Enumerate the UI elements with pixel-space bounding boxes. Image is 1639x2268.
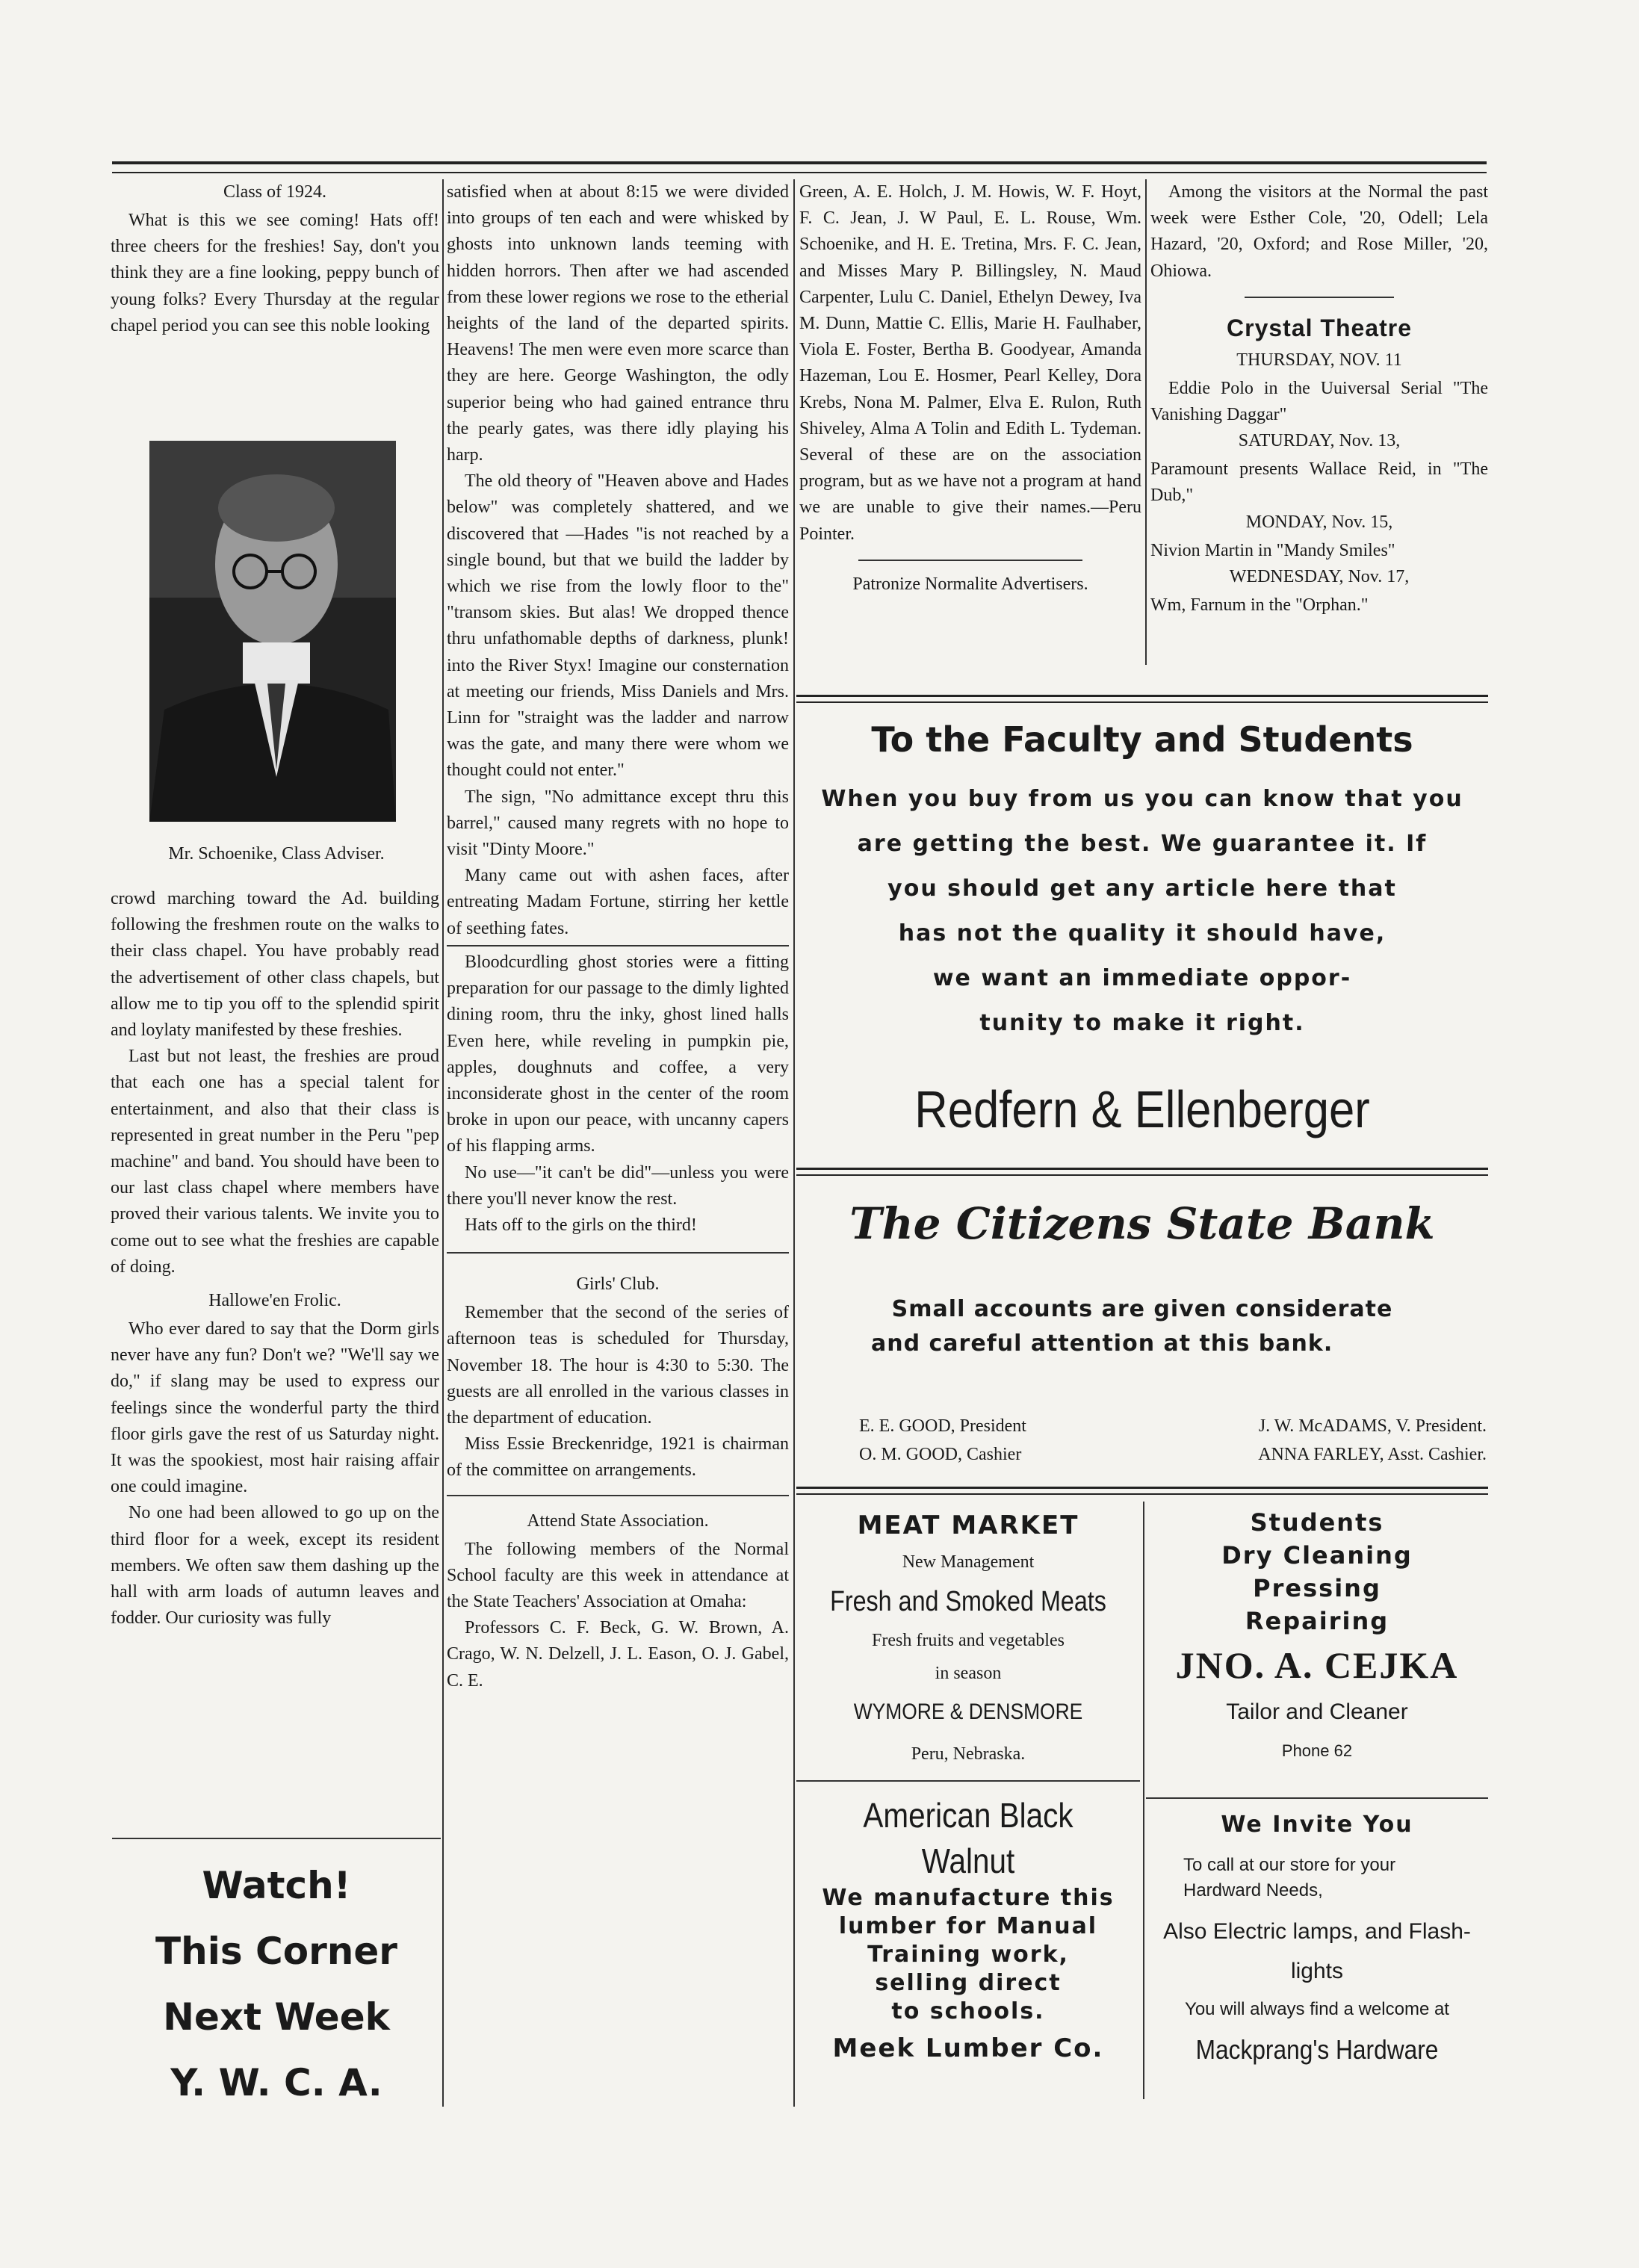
show-date: THURSDAY, NOV. 11 xyxy=(1236,350,1402,370)
ad-line: Repairing xyxy=(1245,1607,1389,1635)
ad-line: We manufacture this xyxy=(822,1885,1115,1911)
bank-title: The Citizens State Bank xyxy=(849,1198,1435,1249)
column-1 xyxy=(111,179,439,339)
bank-officer: J. W. McADAMS, V. President. xyxy=(1258,1416,1487,1436)
paragraph: Who ever dared to say that the Dorm girls never have any fun? Don't we? "We'll say we do," if slang may be used to express our feelings since the wonderful party the third floor girls gave the rest of us Saturday night. It was the spookiest, most hair raising affair one could imagine. xyxy=(111,1319,439,1497)
show-date: SATURDAY, Nov. 13, xyxy=(1238,431,1401,451)
tailor-name: JNO. A. CEJKA xyxy=(1175,1644,1459,1686)
theatre-title: Crystal Theatre xyxy=(1227,314,1412,341)
ad-divider xyxy=(796,1487,1488,1495)
paragraph: Hats off to the girls on the third! xyxy=(465,1215,697,1235)
divider xyxy=(858,560,1082,561)
ad-line: Students xyxy=(1250,1508,1384,1537)
show-date: MONDAY, Nov. 15, xyxy=(1245,512,1393,532)
ad-line: You will always find a welcome at xyxy=(1185,1999,1449,2019)
divider xyxy=(447,1252,789,1254)
paragraph: The sign, "No admittance except thru this barrel," caused many regrets with no hope to visit "Dinty Moore." xyxy=(447,787,789,860)
divider xyxy=(1245,297,1394,298)
paragraph: What is this we see coming! Hats off! three cheers for the freshies! Say, don't you think they are a fine looking, peppy bunch of young folks? Every Thursday at the regular chapel period you can see this noble looking xyxy=(111,211,439,335)
ad-title: American Black xyxy=(863,1796,1073,1835)
ad-line: Peru, Nebraska. xyxy=(911,1744,1026,1764)
patronize-notice: Patronize Normalite Advertisers. xyxy=(852,574,1088,594)
ad-title: Walnut xyxy=(921,1841,1015,1880)
ad-line: tunity to make it right. xyxy=(979,1010,1305,1036)
ad-line: you should get any article here that xyxy=(887,876,1397,902)
ad-line: in season xyxy=(935,1664,1002,1683)
ywca-line: Next Week xyxy=(163,1995,390,2039)
ad-divider xyxy=(796,1168,1488,1176)
ad-line: Fresh and Smoked Meats xyxy=(830,1586,1106,1617)
paragraph: The old theory of "Heaven above and Hades below" was completely shattered, and we discovered that —Hades "is not reached by a single bound, but that we build the ladder by which we rise from the lowly floor to the" "transom skies. But alas! We dropped thence thru unfathomable depths of darkness, plunk! into the River Styx! Imagine our consternation at meeting our friends, Miss Daniels and Mrs. Linn for "straight was the ladder and narrow was the gate, and many there were whom we thought could not enter." xyxy=(447,471,789,781)
bank-ad xyxy=(796,1192,1488,1361)
heading-state-association: Attend State Association. xyxy=(527,1511,709,1531)
faculty-ad-title: To the Faculty and Students xyxy=(871,719,1413,760)
firm-name: Redfern & Ellenberger xyxy=(914,1080,1370,1138)
bank-officers-right xyxy=(1165,1412,1487,1469)
column-3 xyxy=(799,179,1141,600)
show-listing: Eddie Polo in the Uuiversal Serial "The Vanishing Daggar" xyxy=(1150,378,1488,425)
divider xyxy=(1146,1797,1488,1799)
ad-line: Pressing xyxy=(1253,1574,1381,1602)
ad-line: and careful attention at this bank. xyxy=(871,1330,1333,1357)
ad-line: Hardward Needs, xyxy=(1183,1880,1323,1900)
show-listing: Wm, Farnum in the "Orphan." xyxy=(1150,595,1369,615)
portrait-photo xyxy=(149,441,396,822)
ad-line: WYMORE & DENSMORE xyxy=(853,1700,1083,1724)
divider xyxy=(796,1780,1140,1782)
column-4 xyxy=(1150,179,1488,619)
ad-divider xyxy=(796,695,1488,703)
divider xyxy=(447,945,789,946)
paragraph: satisfied when at about 8:15 we were divided into groups of ten each and were whisked by ghosts into unknown lands teeming with hidden horrors. Then after we had ascended from these lower regions we rose to the etherial heights of the land of the departed spirits. Heavens! The men were even more scarce than they are here. George Washington, the odly superior being who had gained entrance thru the pearly gates, was there idly playing his harp. xyxy=(447,182,789,465)
top-double-rule xyxy=(112,161,1487,173)
ad-line: has not the quality it should have, xyxy=(898,920,1387,946)
ad-line: Fresh fruits and vegetables xyxy=(872,1631,1065,1650)
column-divider xyxy=(442,179,444,2107)
paragraph: Among the visitors at the Normal the past week were Esther Cole, '20, Odell; Lela Hazard, '20, Oxford; and Rose Miller, '20, Ohiowa. xyxy=(1150,182,1488,281)
ywca-line: Y. W. C. A. xyxy=(170,2061,382,2104)
ad-column-divider xyxy=(1143,1502,1144,2099)
ad-line: we want an immediate oppor- xyxy=(932,965,1352,991)
ad-line: Phone 62 xyxy=(1281,1741,1353,1760)
show-date: WEDNESDAY, Nov. 17, xyxy=(1229,566,1410,586)
heading-girls-club: Girls' Club. xyxy=(576,1274,660,1295)
paragraph: Remember that the second of the series of afternoon teas is scheduled for Thursday, November 18. The hour is 4:30 to 5:30. The guests are all enrolled in the various classes in the department of education. xyxy=(447,1303,789,1428)
bank-officers-left xyxy=(859,1412,1143,1469)
meat-market-ad xyxy=(796,1506,1140,1773)
column-1-cont xyxy=(111,886,439,1632)
ad-line: Dry Cleaning xyxy=(1221,1541,1413,1570)
hardware-ad xyxy=(1146,1806,1488,2069)
walnut-ad xyxy=(796,1793,1140,2071)
ad-line: are getting the best. We guarantee it. If xyxy=(857,831,1428,857)
column-divider xyxy=(793,179,795,2107)
ad-line: Small accounts are given considerate xyxy=(891,1296,1393,1322)
paragraph: No one had been allowed to go up on the third floor for a week, except its resident members. We often saw them dashing up the hall with arm loads of autumn leaves and fodder. Our curiosity was fully xyxy=(111,1503,439,1629)
ad-line: New Management xyxy=(902,1552,1035,1572)
ad-line: When you buy from us you can know that you xyxy=(821,786,1463,812)
ad-line: Tailor and Cleaner xyxy=(1226,1700,1408,1724)
ad-line: lumber for Manual xyxy=(838,1913,1098,1939)
ad-line: lights xyxy=(1290,1959,1344,1983)
ywca-line: Watch! xyxy=(202,1864,351,1907)
firm-name: Mackprang's Hardware xyxy=(1195,2034,1439,2065)
ad-title: MEAT MARKET xyxy=(857,1511,1079,1540)
bank-officer: E. E. GOOD, President xyxy=(859,1416,1026,1436)
ywca-notice xyxy=(112,1853,441,2116)
photo-caption: Mr. Schoenike, Class Adviser. xyxy=(168,844,385,864)
divider xyxy=(447,1495,789,1496)
paragraph: No use—"it can't be did"—unless you were there you'll never know the rest. xyxy=(447,1162,789,1209)
ad-line: selling direct xyxy=(875,1970,1062,1996)
paragraph: Green, A. E. Holch, J. M. Howis, W. F. Hoyt, F. C. Jean, J. W Paul, E. L. Rouse, Wm. Schoenike, and H. E. Tretina, Mrs. F. C. Jean, and Misses Mary P. Billingsley, N. Maud Carpenter, Lulu C. Daniel, Ethelyn Dewey, Iva M. Dunn, Mattie C. Ellis, Marie H. Faulhaber, Viola E. Foster, Bertha B. Goodyear, Amanda Hazeman, Lou E. Hosmer, Pearl Kelley, Dora Krebs, Nona M. Palmer, Elva E. Rulon, Ruth Shiveley, Alma A Tolin and Edith L. Tydeman. Several of these are on the association program, but as we have not a program at hand we are unable to give their names.—Peru Pointer. xyxy=(799,182,1141,544)
paragraph: Bloodcurdling ghost stories were a fitting preparation for our passage to the dimly lighted dining room, thru the inky, ghost lined halls Even here, while reveling in pumpkin pie, apples, doughnuts and coffee, a very inconsiderate ghost in the center of the room broke in upon our peace, with uncanny capers of his flapping arms. xyxy=(447,952,789,1156)
ad-line: to schools. xyxy=(891,1998,1045,2024)
show-listing: Nivion Martin in "Mandy Smiles" xyxy=(1150,540,1395,560)
show-listing: Paramount presents Wallace Reid, in "The Dub," xyxy=(1150,459,1488,506)
ywca-line: This Corner xyxy=(155,1930,397,1973)
bank-officer: ANNA FARLEY, Asst. Cashier. xyxy=(1258,1445,1487,1464)
ad-line: Also Electric lamps, and Flash- xyxy=(1163,1919,1471,1944)
column-2 xyxy=(447,179,789,1694)
paragraph: Miss Essie Breckenridge, 1921 is chairman of the committee on arrangements. xyxy=(447,1434,789,1481)
paragraph: crowd marching toward the Ad. building following the freshmen route on the walks to their class chapel. You have probably read the advertisement of other class chapels, but allow me to tip you off to the splendid spirit and loylaty manifested by these freshies. xyxy=(111,889,439,1041)
paragraph: The following members of the Normal School faculty are this week in attendance at the State Teachers' Association at Omaha: xyxy=(447,1539,789,1611)
cejka-ad xyxy=(1146,1506,1488,1770)
paragraph: Many came out with ashen faces, after entreating Madam Fortune, stirring her kettle of seething fates. xyxy=(447,866,789,938)
column-divider xyxy=(1145,179,1147,665)
ad-line: Training work, xyxy=(867,1942,1069,1968)
firm-name: Meek Lumber Co. xyxy=(832,2033,1104,2063)
paragraph: Professors C. F. Beck, G. W. Brown, A. Crago, W. N. Delzell, J. L. Eason, O. J. Gabel, C. E. xyxy=(447,1618,789,1691)
divider xyxy=(112,1838,441,1839)
heading-halloween-frolic: Hallowe'en Frolic. xyxy=(208,1291,341,1311)
paragraph: Last but not least, the freshies are proud that each one has a special talent for entertainment, and also that their class is represented in great number in the Peru "pep machine" and band. You should have been to our last class chapel where members have proved their various talents. We invite you to come out to see what the freshies are capable of doing. xyxy=(111,1047,439,1277)
faculty-ad xyxy=(796,716,1488,1143)
heading-class-of-1924: Class of 1924. xyxy=(223,182,326,202)
ad-line: To call at our store for your xyxy=(1183,1855,1396,1875)
bank-officer: O. M. GOOD, Cashier xyxy=(859,1445,1022,1464)
ad-title: We Invite You xyxy=(1221,1812,1413,1838)
